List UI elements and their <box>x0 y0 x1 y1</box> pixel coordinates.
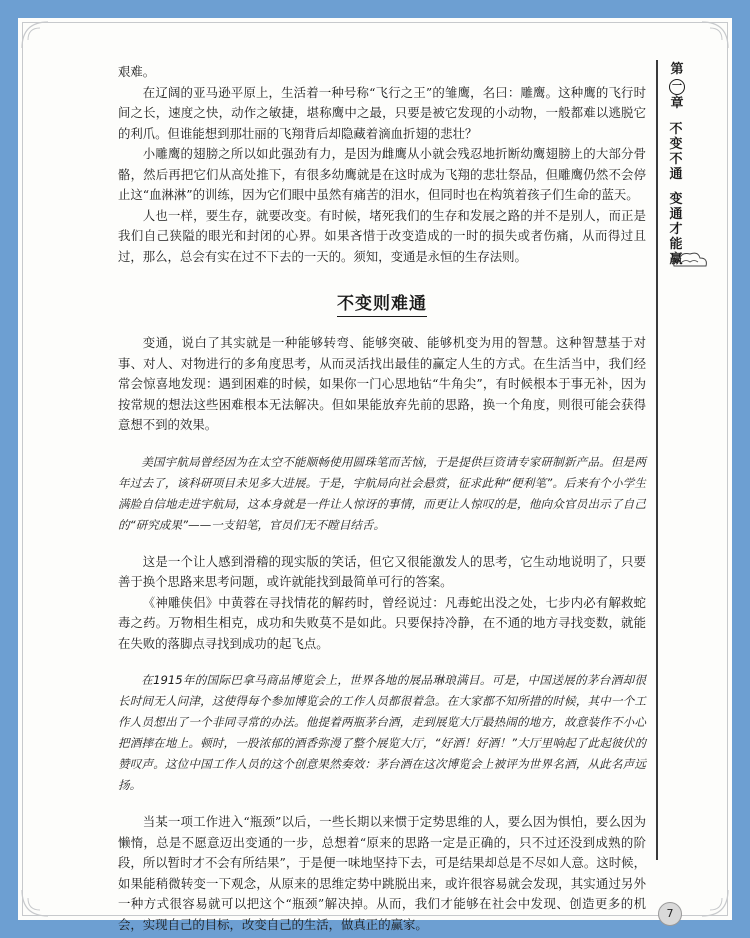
story-block <box>118 452 646 536</box>
chapter-title-part1: 不变不通 <box>669 122 683 182</box>
intro-paragraph: 变通，说白了其实就是一种能够转弯、能够突破、能够机变为用的智慧。这种智慧基于对事、对人、对物进行的多角度思考，从而灵活找出最佳的赢定人生的方式。在生活当中，我们经常会惊喜地发现：遇到困难的时候，如果你一门心思地钻“牛角尖”，有时候根本于事无补，因为按常规的想法这些困难根本无法解决。但如果能放弃先前的思路，换一个角度，则很可能会获得意想不到的效果。 <box>118 335 646 432</box>
corner-ornament-icon <box>692 880 732 920</box>
paragraph: 艰难。 <box>118 64 156 79</box>
corner-ornament-icon <box>18 18 58 58</box>
main-text <box>118 62 646 935</box>
corner-ornament-icon <box>18 880 58 920</box>
paragraph: 《神雕侠侣》中黄蓉在寻找情花的解药时，曾经说过：凡毒蛇出没之处，七步内必有解救蛇毒之药。万物相生相克，成功和失败莫不是如此。只要保持冷静，在不通的地方寻找变数，就能在失败的落脚点寻找到成功的起飞点。 <box>118 594 646 651</box>
story-block <box>118 670 646 796</box>
chapter-title-vertical <box>666 122 686 267</box>
page-number: 7 <box>658 902 682 926</box>
paragraph: 在辽阔的亚马逊平原上，生活着一种号称“飞行之王”的雏鹰，名曰：雕鹰。这种鹰的飞行时间之长，速度之快，动作之敏捷，堪称鹰中之最，只要是被它发现的小动物，一般都难以逃脱它的利爪。但谁能想到那壮丽的飞翔背后却隐藏着滴血折翅的悲壮？ <box>118 84 646 141</box>
book-page <box>18 18 732 932</box>
chapter-badge: 第 一 章 <box>670 62 684 111</box>
paragraph: 小雕鹰的翅膀之所以如此强劲有力，是因为雌鹰从小就会残忍地折断幼鹰翅膀上的大部分骨骼，然后再把它们从高处推下，有很多幼鹰就是在这时成为飞翔的悲壮祭品，但雕鹰仍然不会停止这“血淋淋”的训练，因为它们眼中虽然有痛苦的泪水，但同时也在构筑着孩子们生命的蓝天。 <box>118 146 646 202</box>
final-paragraph: 当某一项工作进入“瓶颈”以后，一些长期以来惯于定势思维的人，要么因为惧怕，要么因为懒惰，总是不愿意迈出变通的一步，总想着“原来的思路一定是正确的，只不过还没到成熟的阶段，所以暂时才不会有所结果”，于是便一味地坚持下去，可是结果却总是不尽如人意。这时候，如果能稍微转变一下观念，从原来的思维定势中跳脱出来，或许很容易就会发现，其实通过另外一种方式很容易就可以把这个“瓶颈”解决掉。从而，我们才能够在社会中发现、创造更多的机会，实现自己的目标，改变自己的生活，做真正的赢家。 <box>118 814 646 932</box>
paragraph: 这是一个让人感到滑稽的现实版的笑话，但它又很能激发人的思考，它生动地说明了，只要善于换个思路来思考问题，或许就能找到最简单可行的答案。 <box>118 553 646 589</box>
story-text: 美国宇航局曾经因为在太空不能顺畅使用圆珠笔而苦恼，于是提供巨资请专家研制新产品。但是两年过去了，该科研项目未见多大进展。于是，宇航局向社会悬赏，征求此种“便利笔”。后来有个小学生满脸自信地走进宇航局，这本身就是一件让人惊讶的事情，而更让人惊叹的是，他向众官员出示了自己的“研究成果”——一支铅笔，官员们无不瞠目结舌。 <box>118 454 646 532</box>
chapter-title-part2: 变通才能赢 <box>669 192 683 267</box>
story-text: 在1915年的国际巴拿马商品博览会上，世界各地的展品琳琅满目。可是，中国送展的茅台酒却很长时间无人问津，这使得每个参加博览会的工作人员都很着急。在大家都不知所措的时候，其中一个工作人员想出了一个非同寻常的办法。他提着两瓶茅台酒，走到展览大厅最热闹的地方，故意装作不小心把酒摔在地上。顿时，一股浓郁的酒香弥漫了整个展览大厅，“好酒！好酒！”大厅里响起了此起彼伏的赞叹声。这位中国工作人员的这个创意果然奏效：茅台酒在这次博览会上被评为世界名酒，从此名声远扬。 <box>118 673 646 792</box>
section-title: 不变则难通 <box>118 293 646 315</box>
sidebar-divider <box>656 60 658 860</box>
paragraph: 人也一样，要生存，就要改变。有时候，堵死我们的生存和发展之路的并不是别人，而正是我们自己狭隘的眼光和封闭的心界。如果吝惜于改变造成的一时的损失或者伤痛，从而得过且过，那么，总会有实在过不下去的一天的。须知，变通是永恒的生存法则。 <box>118 207 646 264</box>
corner-ornament-icon <box>692 18 732 58</box>
cloud-ornament-icon <box>670 250 710 272</box>
